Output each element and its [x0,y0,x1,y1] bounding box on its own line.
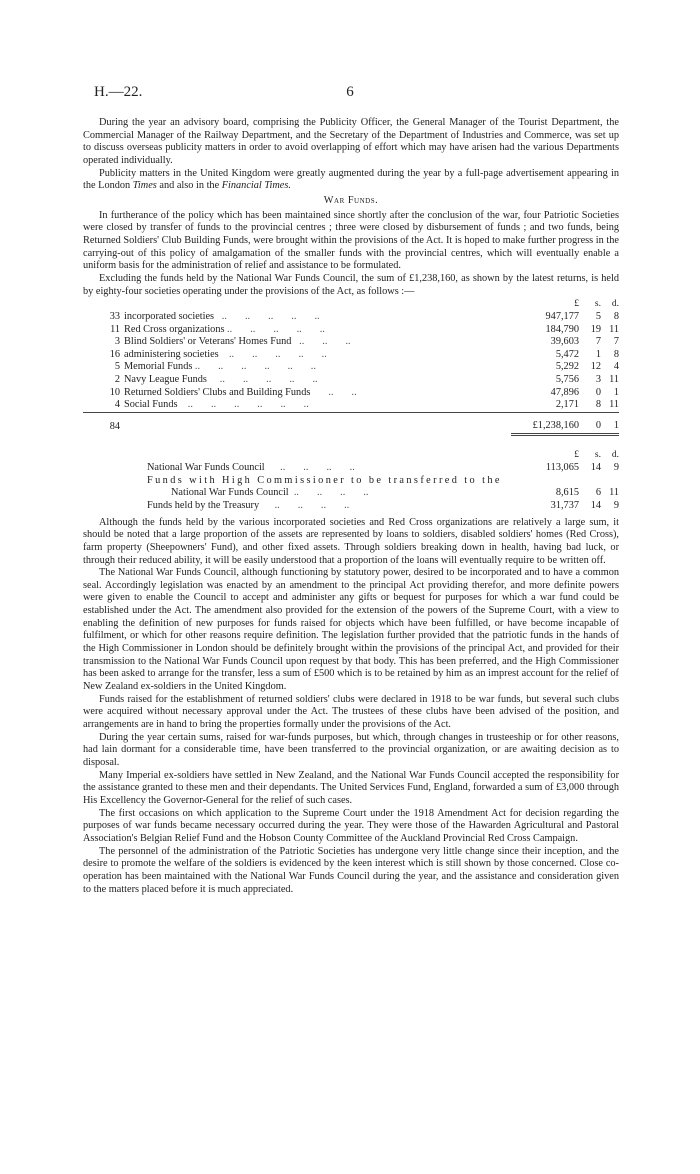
total-double-rule [83,434,619,439]
council-funds-table [83,449,619,512]
paragraph: In furtherance of the policy which has been maintained since shortly after the conclusion of the war, four Patriotic Societies were closed by transfer of funds to the provincial centres ; three were closed by disbursement of funds ; and two funds, being Returned Soldiers' Club Building Funds, were brought within the provisions of the Act. It is hoped to make further progress in the carrying-out of this policy of amalgamation of the smaller funds with the provincial centres, which will eventually enable a uniform basis for the administration of relief and assistance to be formulated. [83,209,619,272]
table-row: 2 Navy League Funds .. .. .. .. .. 5,756 3 11 [114,374,619,386]
paragraph: The personnel of the administration of the Patriotic Societies has undergone very little change since their inception, and the desire to promote the welfare of the soldiers is evidenced by the keen interest which is still shown by those concerned. Close co-operation has been maintained with the National War Funds Council during the year, and the assistance and consideration given to the matters placed before it is much appreciated. [83,845,619,895]
table-row: Funds with High Commissioner to be transferred to the [147,474,502,486]
table-row: 3 Blind Soldiers' or Veterans' Homes Fund .. .. .. 39,603 7 7 [114,336,619,348]
paragraph: Many Imperial ex-soldiers have settled in New Zealand, and the National War Funds Council accepted the responsibility for the assistance granted to these men and their dependants. The United Services Fund, England, forwarded a sum of £3,000 through His Excellency the Governor-General for the relief of such cases. [83,769,619,806]
page-number: 6 [346,84,354,100]
table-row: 5 Memorial Funds .. .. .. .. .. .. 5,292 12 4 [114,361,619,373]
paragraph: Excluding the funds held by the National War Funds Council, the sum of £1,238,160, as shown by the latest returns, is held by eighty-four societies operating under the provisions of the Act, as follows :— [83,272,619,297]
document-body [83,117,619,896]
table-row: National War Funds Council .. .. .. .. 8,615 6 11 [171,487,619,499]
table-row: National War Funds Council .. .. .. .. 113,065 14 9 [147,461,619,473]
page-header [94,84,606,104]
paragraph: During the year an advisory board, comprising the Publicity Officer, the General Manager of the Tourist Department, the Commercial Manager of the Railway Department, and the Secretary of the Department of Industries and Commerce, was set up to discuss overseas publicity matters in order to avoid overlapping of effort which may have arisen had the various Departments operated individually. [83,117,619,166]
table-row: 10 Returned Soldiers' Clubs and Building Funds .. .. 47,896 0 1 [109,386,619,398]
table-row: 4 Social Funds .. .. .. .. .. .. 2,171 8 11 [114,399,619,411]
currency-header-row: £ s. d. [574,299,619,310]
societies-table [83,298,619,439]
paragraph: The National War Funds Council, although functioning by statutory power, desired to be incorporated and to have a common seal. Accordingly legislation was enacted by an amendment to the principal Act providing therefor, and more definite powers were given to enable the Council to accept and administer any gifts or bequest for purposes for which a war fund could be established under the Act. The amendment also provided for the extension of the powers of the Supreme Court, with a view to enabling the definition of new purposes for funds raised for objects which have been fulfilled, or have become incapable of fulfilment, or which for other reasons require definition. The legislation further provided that the patriotic funds in the hands of the High Commissioner in London should be definitely brought within the provisions of the principal Act, and provided for their transmission to the National War Funds Council upon request by that body. This has been preferred, and the High Commissioner has been asked to arrange for the transfer, less a sum of £500 which is to be retained by him as an imprest account for the relief of New Zealand ex-soldiers in the United Kingdom. [83,567,619,693]
paragraph: Funds raised for the establishment of returned soldiers' clubs were declared in 1918 to be war funds, but several such clubs were acquired without necessary approval under the Act. The trustees of these clubs have been advised of the position, and arrangements are in hand to bring the properties formally under the provisions of the Act. [83,693,619,731]
table-row: Funds held by the Treasury .. .. .. .. 31,737 14 9 [147,499,619,511]
paragraph: Although the funds held by the various incorporated societies and Red Cross organizations are relatively a large sum, it should be noted that a large proportion of the assets are represented by loans to soldiers, disabled soldiers' homes (Red Cross), farm property (Sheepowners' Fund), and other fixed assets. Through soldiers breaking down in health, having bad luck, or through their reduced ability, it will be easily understood that a proportion of the loans will eventually require to be written off. [83,516,619,566]
paragraph: Publicity matters in the United Kingdom were greatly augmented during the year by a full-page advertisement appearing in the London Times and also in the Financial Times. [83,167,619,192]
section-heading: War Funds. [323,194,379,206]
publication-title: Times [132,180,157,192]
currency-header-row: £ s. d. [574,450,619,461]
paragraph: The first occasions on which application to the Supreme Court under the 1918 Amendment Act for decision regarding the purposes of war funds became necessary occurred during the year. They were those of the Hawarden Agricultural and Pastoral Association's Belgian Relief Fund and the Hobson County Committee of the Auckland Provincial Red Cross Campaign. [83,807,619,844]
publication-title: Financial Times. [221,180,291,192]
document-reference: H.—22. [94,84,143,100]
paragraph: During the year certain sums, raised for war-funds purposes, but which, through changes in trusteeship or for other reasons, had lain dormant for a considerable time, have been transferred to the provincial organization, or are awaiting decision as to disposal. [83,731,619,768]
table-total-row: 84 £1,238,160 0 1 [109,420,619,432]
table-row: 16 administering societies .. .. .. .. .. 5,472 1 8 [109,348,619,360]
table-row: 11 Red Cross organizations .. .. .. .. .. 184,790 19 11 [110,323,619,335]
table-row: 33 incorporated societies .. .. .. .. .. 947,177 5 8 [109,310,619,322]
